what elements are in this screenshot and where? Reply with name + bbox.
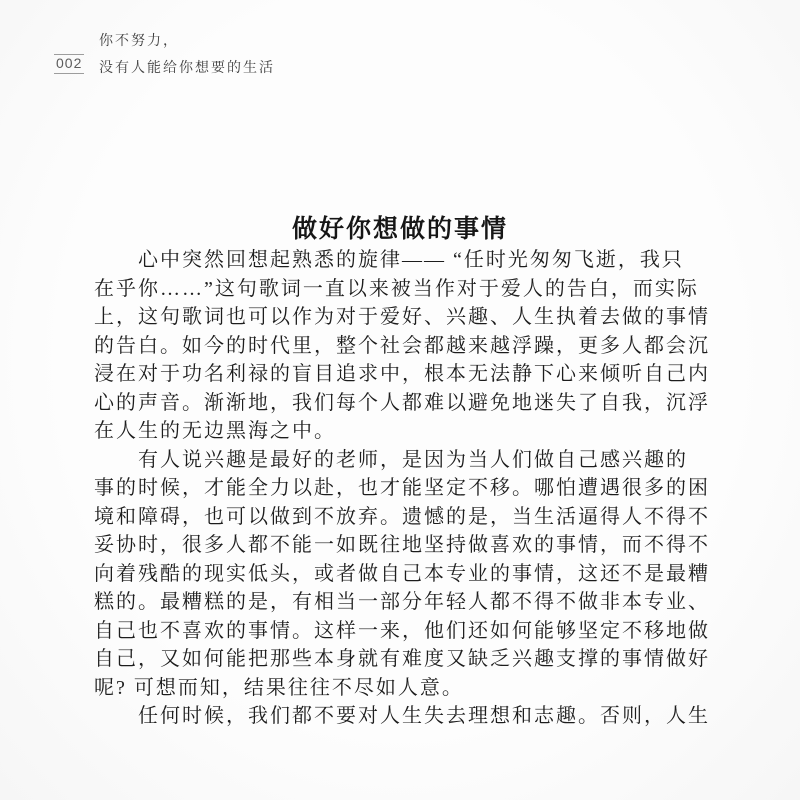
body-line: 自己也不喜欢的事情。这样一来，他们还如何能够坚定不移地做 [94,619,710,642]
body-line: 事的时候，才能全力以赴，也才能坚定不移。哪怕遭遇很多的困 [94,477,710,499]
page-number: 002 [54,54,84,74]
running-header-book-title-line1: 你不努力， [99,32,179,48]
body-line: 在人生的无边黑海之中。 [94,420,336,442]
body-line: 任何时候，我们都不要对人生失去理想和志趣。否则，人生 [138,705,710,727]
body-line: 上，这句歌词也可以作为对于爱好、兴趣、人生执着去做的事情 [94,306,710,328]
running-header-book-title-line2: 没有人能给你想要的生活 [99,59,275,75]
body-line: 的告白。如今的时代里，整个社会都越来越浮躁，更多人都会沉 [94,334,710,357]
body-line: 向着残酷的现实低头，或者做自己本专业的事情，这还不是最糟 [94,562,710,585]
body-line: 心的声音。渐渐地，我们每个人都难以避免地迷失了自我，沉浮 [94,391,710,414]
body-text [94,246,734,731]
chapter-title: 做好你想做的事情 [291,214,508,243]
body-line: 妥协时，很多人都不能一如既往地坚持做喜欢的事情，而不得不 [94,534,710,556]
body-line: 自己，又如何能把那些本身就有难度又缺乏兴趣支撑的事情做好 [94,648,710,670]
body-line: 在乎你……”这句歌词一直以来被当作对于爱人的告白，而实际 [94,277,699,300]
body-line: 境和障碍，也可以做到不放弃。遗憾的是，当生活逼得人不得不 [94,505,710,528]
body-line: 有人说兴趣是最好的老师，是因为当人们做自己感兴趣的 [138,448,688,471]
body-line: 呢? 可想而知，结果往往不尽如人意。 [94,676,464,699]
body-line: 浸在对于功名利禄的盲目追求中，根本无法静下心来倾听自己内 [94,363,710,385]
body-line: 心中突然回想起熟悉的旋律—— “任时光匆匆飞逝，我只 [138,249,684,271]
body-line: 糕的。最糟糕的是，有相当一部分年轻人都不得不做非本专业、 [94,591,710,613]
